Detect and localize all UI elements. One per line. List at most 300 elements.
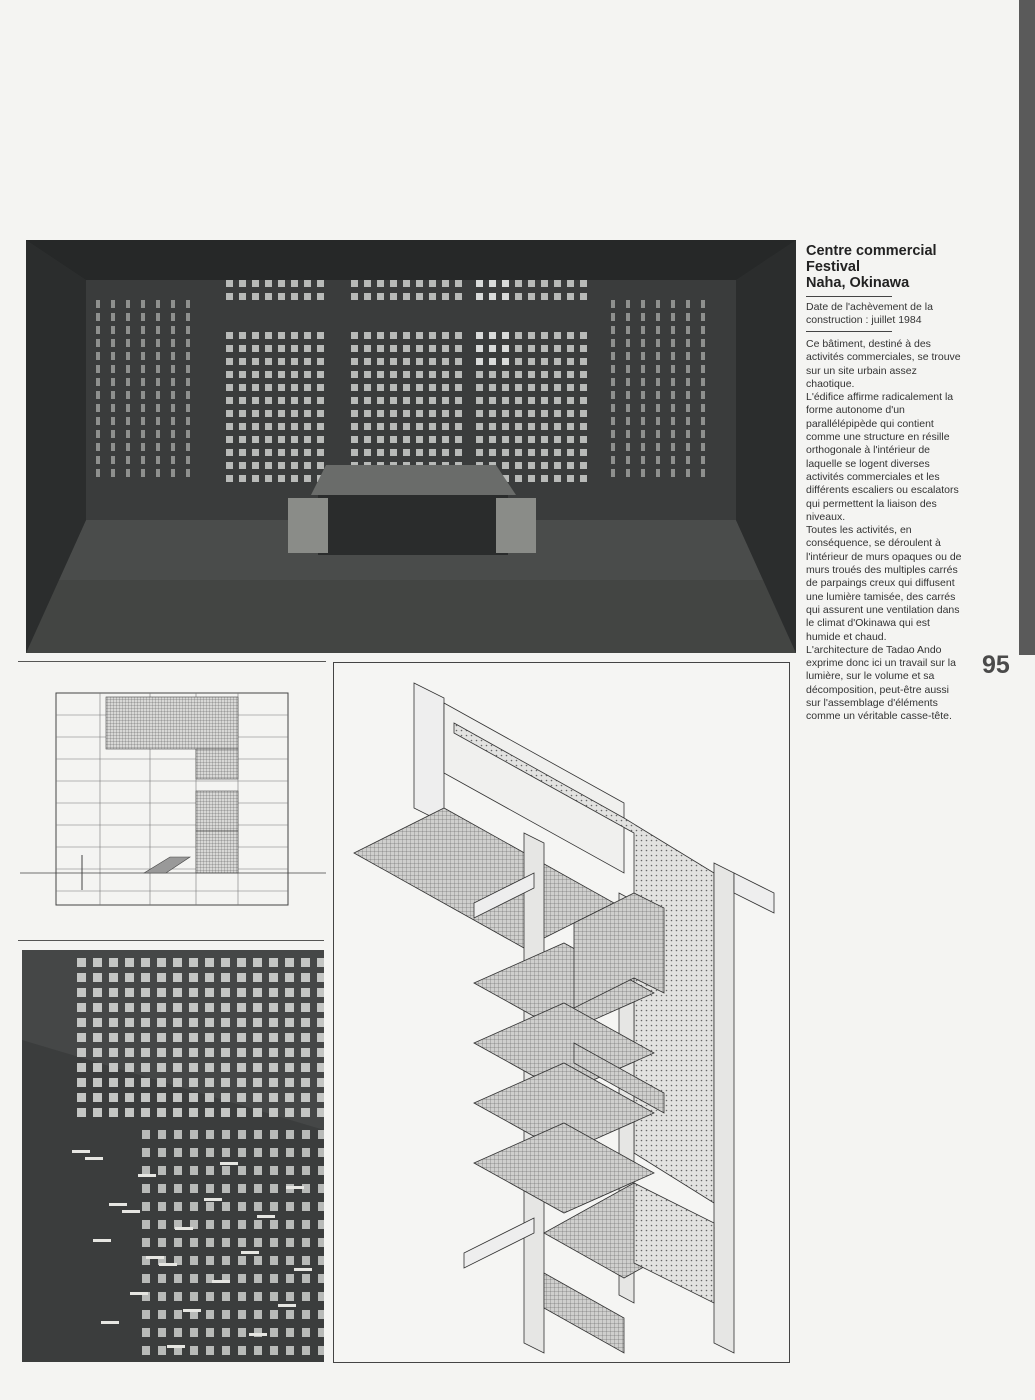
block-opening (270, 1310, 278, 1319)
block-opening (278, 345, 285, 352)
block-opening (403, 436, 410, 443)
block-opening (174, 1274, 182, 1283)
block-opening (156, 469, 160, 477)
block-opening (253, 1108, 262, 1117)
block-opening (254, 1346, 262, 1355)
block-opening (364, 384, 371, 391)
block-opening (701, 300, 705, 308)
block-opening (489, 436, 496, 443)
block-opening (142, 1130, 150, 1139)
block-opening (189, 1033, 198, 1042)
block-opening (141, 1078, 150, 1087)
block-opening (156, 339, 160, 347)
block-opening (403, 423, 410, 430)
block-opening (580, 332, 587, 339)
block-opening (567, 423, 574, 430)
block-opening (317, 1093, 324, 1102)
block-opening (541, 280, 548, 287)
block-opening (502, 332, 509, 339)
block-opening (528, 293, 535, 300)
block-opening (109, 1063, 118, 1072)
block-opening (304, 423, 311, 430)
block-opening (278, 436, 285, 443)
block-opening (304, 371, 311, 378)
block-opening (239, 410, 246, 417)
block-opening (126, 300, 130, 308)
block-opening (291, 280, 298, 287)
block-opening (278, 384, 285, 391)
block-opening (377, 410, 384, 417)
block-opening (291, 397, 298, 404)
block-opening (364, 371, 371, 378)
block-opening (252, 371, 259, 378)
block-opening (541, 384, 548, 391)
block-opening (141, 417, 145, 425)
block-opening (222, 1238, 230, 1247)
block-opening (390, 358, 397, 365)
block-opening (221, 1048, 230, 1057)
block-opening (317, 280, 324, 287)
block-opening (96, 339, 100, 347)
block-opening (364, 293, 371, 300)
block-opening (528, 332, 535, 339)
block-opening (237, 973, 246, 982)
block-opening (254, 1310, 262, 1319)
block-opening (142, 1220, 150, 1229)
block-opening (171, 391, 175, 399)
paragraph: Toutes les activités, en conséquence, se déroulent à l'intérieur de murs opaques ou de murs troués des multiples carrés de parpaings creux qui diffusent une lumière tamisée, des carrés qui assurent une ventilation dans le climat d'Okinawa qui est humide et chaud. (806, 524, 962, 643)
light-streak (130, 1292, 148, 1295)
block-opening (142, 1310, 150, 1319)
block-opening (171, 469, 175, 477)
block-opening (269, 1063, 278, 1072)
block-opening (390, 332, 397, 339)
block-opening (567, 332, 574, 339)
block-opening (254, 1292, 262, 1301)
block-opening (302, 1238, 310, 1247)
block-opening (142, 1274, 150, 1283)
block-opening (126, 326, 130, 334)
block-opening (158, 1202, 166, 1211)
block-opening (171, 339, 175, 347)
axonometric-drawing (333, 662, 790, 1363)
block-opening (429, 332, 436, 339)
block-opening (611, 469, 615, 477)
block-opening (239, 332, 246, 339)
block-opening (442, 280, 449, 287)
block-opening (541, 410, 548, 417)
block-opening (686, 404, 690, 412)
block-opening (270, 1184, 278, 1193)
block-opening (502, 449, 509, 456)
block-opening (656, 443, 660, 451)
block-opening (142, 1328, 150, 1337)
block-opening (171, 326, 175, 334)
block-opening (141, 430, 145, 438)
block-opening (126, 404, 130, 412)
block-opening (541, 475, 548, 482)
block-opening (239, 436, 246, 443)
block-opening (641, 469, 645, 477)
block-opening (429, 410, 436, 417)
block-opening (285, 973, 294, 982)
block-opening (125, 1003, 134, 1012)
block-opening (186, 378, 190, 386)
block-opening (302, 1274, 310, 1283)
block-opening (302, 1292, 310, 1301)
block-opening (317, 1003, 324, 1012)
block-opening (301, 1048, 310, 1057)
block-opening (515, 384, 522, 391)
block-opening (554, 358, 561, 365)
block-opening (157, 1018, 166, 1027)
block-opening (237, 1108, 246, 1117)
block-opening (671, 313, 675, 321)
block-opening (351, 410, 358, 417)
block-opening (317, 1108, 324, 1117)
block-opening (541, 449, 548, 456)
block-opening (125, 1018, 134, 1027)
block-opening (186, 443, 190, 451)
block-opening (157, 988, 166, 997)
block-opening (476, 449, 483, 456)
block-opening (442, 371, 449, 378)
block-opening (291, 475, 298, 482)
block-opening (126, 339, 130, 347)
block-opening (126, 313, 130, 321)
block-opening (157, 1063, 166, 1072)
block-opening (641, 378, 645, 386)
block-opening (285, 1093, 294, 1102)
block-opening (528, 449, 535, 456)
block-opening (429, 384, 436, 391)
block-opening (364, 410, 371, 417)
block-opening (317, 371, 324, 378)
block-opening (318, 1328, 324, 1337)
block-opening (541, 423, 548, 430)
block-opening (226, 358, 233, 365)
block-opening (611, 365, 615, 373)
block-opening (286, 1130, 294, 1139)
block-opening (416, 293, 423, 300)
block-opening (278, 423, 285, 430)
block-opening (205, 1108, 214, 1117)
interior-photo-light (22, 950, 324, 1362)
block-opening (252, 449, 259, 456)
block-opening (226, 475, 233, 482)
block-opening (141, 443, 145, 451)
block-opening (111, 430, 115, 438)
block-opening (656, 391, 660, 399)
block-opening (301, 1018, 310, 1027)
block-opening (318, 1274, 324, 1283)
block-opening (455, 293, 462, 300)
block-opening (190, 1346, 198, 1355)
block-opening (171, 430, 175, 438)
block-opening (528, 410, 535, 417)
block-opening (429, 436, 436, 443)
block-opening (239, 358, 246, 365)
block-opening (291, 358, 298, 365)
block-opening (291, 410, 298, 417)
block-opening (318, 1130, 324, 1139)
block-opening (611, 326, 615, 334)
block-opening (285, 1048, 294, 1057)
block-opening (174, 1184, 182, 1193)
block-opening (222, 1346, 230, 1355)
block-opening (528, 423, 535, 430)
block-opening (626, 313, 630, 321)
block-opening (580, 384, 587, 391)
block-opening (93, 1093, 102, 1102)
block-opening (125, 1033, 134, 1042)
block-opening (656, 417, 660, 425)
block-opening (403, 358, 410, 365)
description-text (806, 338, 966, 724)
block-opening (701, 456, 705, 464)
block-opening (237, 1093, 246, 1102)
block-opening (222, 1148, 230, 1157)
block-opening (351, 384, 358, 391)
block-opening (656, 430, 660, 438)
block-opening (141, 313, 145, 321)
block-opening (206, 1148, 214, 1157)
block-opening (528, 384, 535, 391)
light-streak (257, 1215, 275, 1218)
block-opening (171, 443, 175, 451)
block-opening (239, 345, 246, 352)
block-opening (125, 1093, 134, 1102)
light-streak (85, 1157, 103, 1160)
block-opening (286, 1328, 294, 1337)
block-opening (515, 280, 522, 287)
block-opening (171, 417, 175, 425)
block-opening (364, 280, 371, 287)
block-opening (96, 430, 100, 438)
block-opening (541, 358, 548, 365)
block-opening (567, 293, 574, 300)
block-opening (701, 365, 705, 373)
block-opening (686, 469, 690, 477)
block-opening (611, 352, 615, 360)
block-opening (377, 384, 384, 391)
block-opening (222, 1328, 230, 1337)
light-streak (146, 1256, 164, 1259)
block-opening (186, 417, 190, 425)
block-opening (109, 1108, 118, 1117)
block-opening (265, 436, 272, 443)
block-opening (656, 313, 660, 321)
block-opening (403, 384, 410, 391)
block-opening (403, 280, 410, 287)
block-opening (686, 365, 690, 373)
block-opening (515, 397, 522, 404)
block-opening (403, 332, 410, 339)
block-opening (141, 973, 150, 982)
block-opening (502, 423, 509, 430)
block-opening (221, 1078, 230, 1087)
block-opening (278, 449, 285, 456)
block-opening (567, 397, 574, 404)
block-opening (265, 371, 272, 378)
block-opening (377, 345, 384, 352)
block-opening (125, 988, 134, 997)
block-opening (318, 1202, 324, 1211)
block-opening (701, 313, 705, 321)
block-opening (286, 1148, 294, 1157)
block-opening (567, 410, 574, 417)
block-opening (364, 397, 371, 404)
block-opening (429, 449, 436, 456)
block-opening (156, 352, 160, 360)
block-opening (270, 1292, 278, 1301)
block-opening (186, 469, 190, 477)
light-streak (72, 1150, 90, 1153)
block-opening (611, 430, 615, 438)
block-opening (111, 378, 115, 386)
block-opening (515, 423, 522, 430)
block-opening (301, 973, 310, 982)
block-opening (455, 358, 462, 365)
block-opening (656, 326, 660, 334)
block-opening (141, 365, 145, 373)
block-opening (686, 352, 690, 360)
block-opening (270, 1256, 278, 1265)
block-opening (641, 456, 645, 464)
block-opening (252, 280, 259, 287)
block-opening (125, 1078, 134, 1087)
block-opening (253, 1063, 262, 1072)
page-edge-bar (1019, 0, 1035, 655)
block-opening (278, 332, 285, 339)
block-opening (239, 384, 246, 391)
block-opening (611, 417, 615, 425)
block-opening (126, 391, 130, 399)
block-opening (226, 332, 233, 339)
block-opening (641, 443, 645, 451)
block-opening (671, 469, 675, 477)
block-opening (364, 332, 371, 339)
block-opening (254, 1184, 262, 1193)
block-opening (317, 436, 324, 443)
block-opening (580, 371, 587, 378)
block-opening (205, 1093, 214, 1102)
project-title: Centre commercial Festival Naha, Okinawa (806, 243, 937, 291)
block-opening (390, 293, 397, 300)
block-opening (109, 988, 118, 997)
block-opening (304, 449, 311, 456)
block-opening (278, 475, 285, 482)
block-opening (317, 358, 324, 365)
block-opening (252, 397, 259, 404)
block-opening (111, 313, 115, 321)
block-opening (554, 332, 561, 339)
sidebar-text (806, 243, 966, 724)
block-opening (157, 1078, 166, 1087)
block-opening (158, 1184, 166, 1193)
block-opening (317, 423, 324, 430)
block-opening (489, 410, 496, 417)
block-opening (515, 462, 522, 469)
block-opening (239, 449, 246, 456)
block-opening (238, 1130, 246, 1139)
block-opening (156, 378, 160, 386)
block-opening (269, 958, 278, 967)
block-opening (554, 475, 561, 482)
block-opening (142, 1346, 150, 1355)
block-opening (158, 1130, 166, 1139)
block-opening (222, 1166, 230, 1175)
block-opening (173, 1078, 182, 1087)
block-opening (171, 404, 175, 412)
block-opening (364, 345, 371, 352)
block-opening (291, 436, 298, 443)
block-opening (377, 293, 384, 300)
light-streak (294, 1268, 312, 1271)
block-opening (351, 293, 358, 300)
block-opening (304, 345, 311, 352)
block-opening (502, 371, 509, 378)
block-opening (611, 391, 615, 399)
block-opening (567, 436, 574, 443)
block-opening (285, 1063, 294, 1072)
block-opening (626, 365, 630, 373)
block-opening (125, 958, 134, 967)
block-opening (278, 293, 285, 300)
block-opening (265, 449, 272, 456)
block-opening (238, 1202, 246, 1211)
paragraph: Ce bâtiment, destiné à des activités commerciales, se trouve sur un site urbain assez chaotique. (806, 338, 961, 390)
block-opening (701, 391, 705, 399)
block-opening (416, 384, 423, 391)
light-streak (212, 1280, 230, 1283)
block-opening (286, 1310, 294, 1319)
block-opening (554, 371, 561, 378)
block-opening (489, 280, 496, 287)
block-opening (364, 449, 371, 456)
block-opening (318, 1184, 324, 1193)
block-opening (186, 313, 190, 321)
block-opening (285, 1078, 294, 1087)
light-streak (220, 1162, 238, 1165)
block-opening (93, 988, 102, 997)
block-opening (158, 1220, 166, 1229)
block-opening (226, 423, 233, 430)
light-streak (241, 1251, 259, 1254)
block-opening (190, 1274, 198, 1283)
block-opening (291, 371, 298, 378)
block-opening (554, 345, 561, 352)
block-opening (351, 332, 358, 339)
block-opening (489, 358, 496, 365)
block-opening (265, 410, 272, 417)
block-opening (237, 1033, 246, 1042)
block-opening (142, 1184, 150, 1193)
block-opening (442, 332, 449, 339)
block-opening (253, 988, 262, 997)
block-opening (77, 1108, 86, 1117)
block-opening (580, 410, 587, 417)
block-opening (671, 352, 675, 360)
interior-photo-main (26, 240, 796, 653)
block-opening (226, 397, 233, 404)
block-opening (252, 462, 259, 469)
block-opening (291, 345, 298, 352)
block-opening (111, 326, 115, 334)
block-opening (502, 384, 509, 391)
block-opening (226, 449, 233, 456)
block-opening (701, 339, 705, 347)
